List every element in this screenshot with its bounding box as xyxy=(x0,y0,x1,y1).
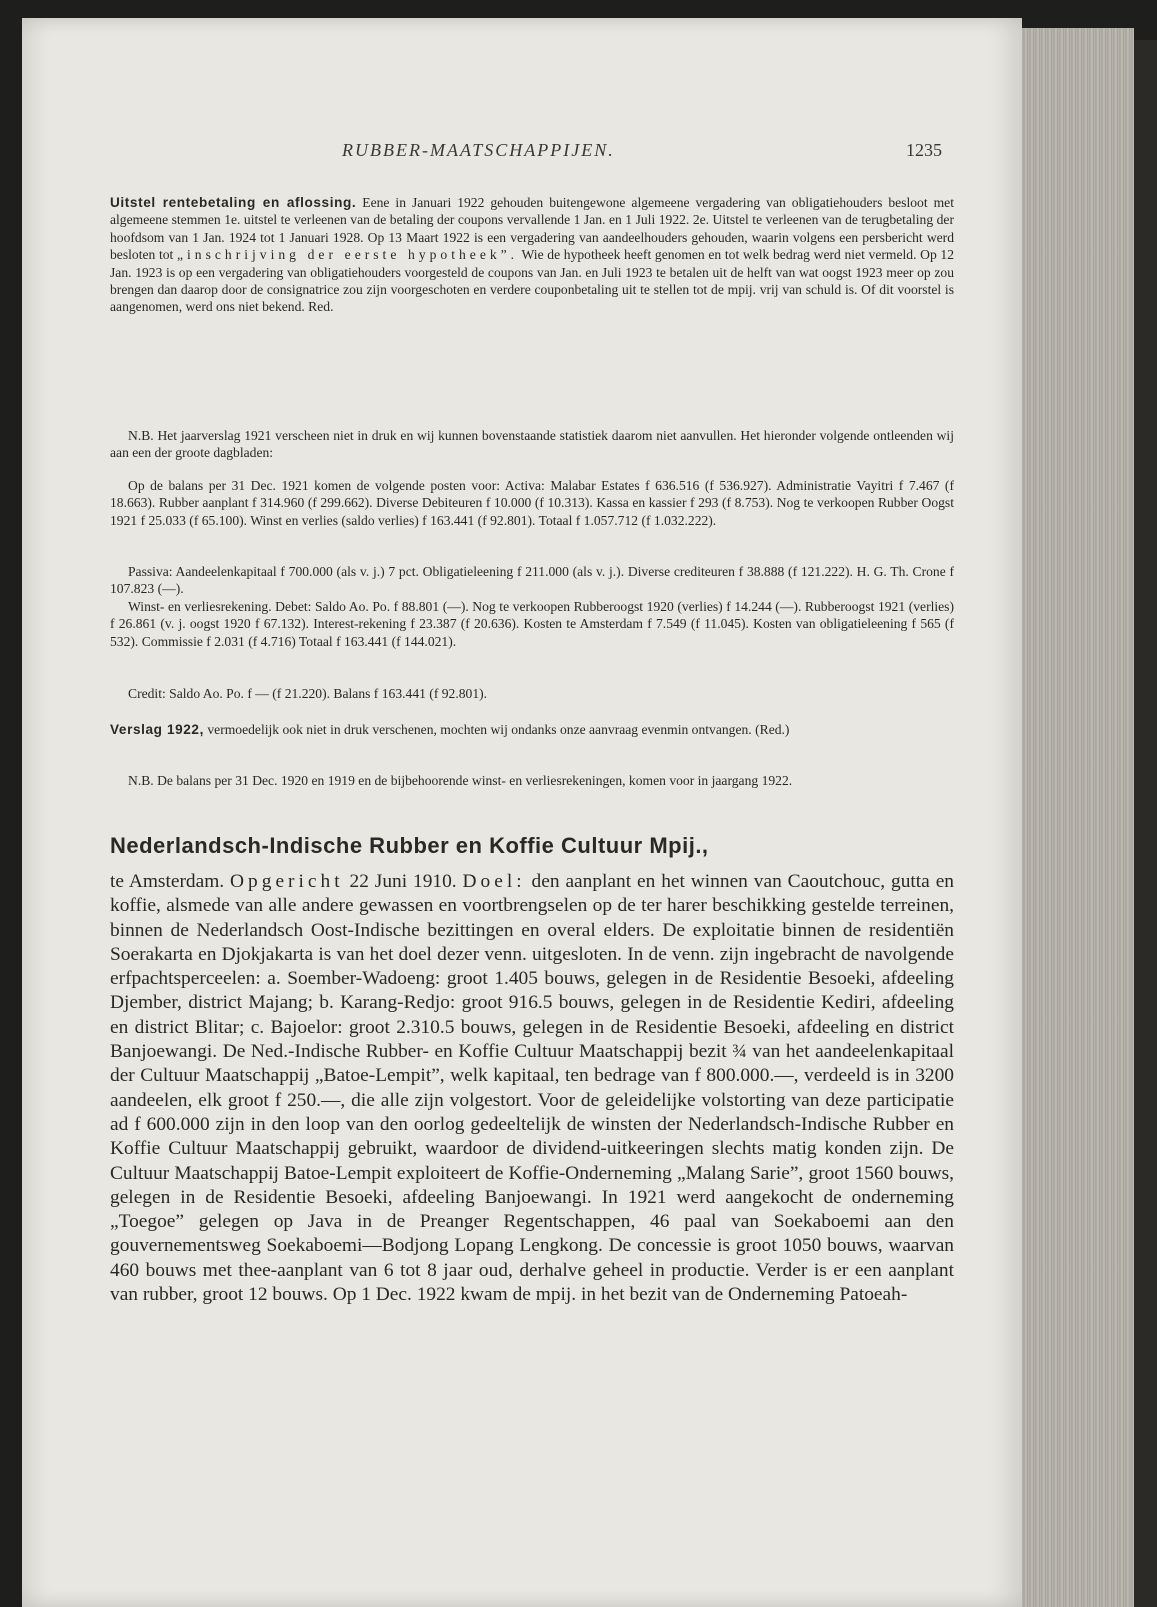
verslag-text: vermoedelijk ook niet in druk verschenen, mochten wij ondanks onze aanvraag evenmin ontvangen. (Red.) xyxy=(207,722,790,737)
paragraph-nb-2: N.B. De balans per 31 Dec. 1920 en 1919 en de bijbehoorende winst- en verliesrekeningen, komen voor in jaargang 1922. xyxy=(128,773,793,788)
page-header xyxy=(342,140,942,174)
company-title: Nederlandsch-Indische Rubber en Koffie Cultuur Mpij., xyxy=(110,833,709,858)
running-head: RUBBER-MAATSCHAPPIJEN. xyxy=(342,140,615,160)
paragraph-balans: Op de balans per 31 Dec. 1921 komen de volgende posten voor: Activa: Malabar Estates f 636.516 (f 536.927). Administratie Vayitri f 7.467 (f 18.663). Rubber aanplant f 314.960 (f 299.662). Diverse Debiteuren f 10.000 (f 10.313). Kassa en kassier f 293 (f 8.753). Nog te verkoopen Rubber Oogst 1921 f 25.033 (f 65.100). Winst en verlies (saldo verlies) f 163.441 (f 92.801). Totaal f 1.057.712 (f 1.032.222). xyxy=(110,478,954,528)
book-page xyxy=(22,18,1022,1607)
book-cover-edge xyxy=(1134,40,1157,1607)
company-body-text: den aanplant en het winnen van Caoutchouc, gutta en koffie, alsmede van alle andere gewassen en voortbrengselen op de ter harer beschikking gestelde terreinen, binnen de Nederlandsch Oost-Indische bezittingen en overal elders. De exploitatie binnen de residentiën Soerakarta en Djokjakarta is van het doel dezer venn. uitgesloten. In de venn. zijn ingebracht de navolgende erfpachtsperceelen: a. Soember-Wadoeng: groot 1.405 bouws, gelegen in de Residentie Besoeki, afdeeling Djember, district Majang; b. Karang-Redjo: groot 916.5 bouws, gelegen in de Residentie Kediri, afdeeling en district Blitar; c. Bajoelor: groot 2.310.5 bouws, gelegen in de Residentie Besoeki, afdeeling en district Banjoewangi. De Ned.-Indische Rubber- en Koffie Cultuur Maatschappij bezit ¾ van het aandeelenkapitaal der Cultuur Maatschappij „Batoe-Lempit”, welk kapitaal, ten bedrage van f 800.000.—, verdeeld is in 3200 aandeelen, elk groot f 250.—, die alle zijn volgestort. Voor de geleidelijke volstorting van deze participatie ad f 600.000 zijn in den loop van den oorlog gedeeltelijk de winsten der Nederlandsch-Indische Rubber en Koffie Cultuur Maatschappij gebruikt, waardoor de dividend-uitkeeringen slechts matig konden zijn. De Cultuur Maatschappij Batoe-Lempit exploiteert de Koffie-Onderneming „Malang Sarie”, groot 1560 bouws, gelegen in de Residentie Besoeki, afdeeling Banjoewangi. In 1921 werd aangekocht de onderneming „Toegoe” gelegen op Java in de Preanger Regentschappen, 46 paal van Soekaboemi aan den gouvernementsweg Soekaboemi—Bodjong Lopang Lengkong. De concessie is groot 1050 bouws, waarvan 460 bouws met thee-aanplant van 6 tot 8 jaar oud, derhalve geheel in productie. Verder is er een aanplant van rubber, groot 12 bouws. Op 1 Dec. 1922 kwam de mpij. in het bezit van de Onderneming Patoeah- xyxy=(110,871,954,1306)
paragraph-credit: Credit: Saldo Ao. Po. f — (f 21.220). Balans f 163.441 (f 92.801). xyxy=(128,686,488,701)
uitstel-text: Eene in Januari 1922 gehouden buitengewone algemeene vergadering van obligatiehouders besloot met algemeene stemmen 1e. uitstel te verleenen van de betaling der coupons vervallende 1 Jan. en 1 Juli 1922. 2e. Uitstel te verleenen van de terugbetaling der hoofdsom van 1 Jan. 1924 tot 1 Januari 1928. Op 13 Maart 1922 is een vergadering van aandeelhouders gehouden, waarin volgens een persbericht werd besloten tot xyxy=(110,195,954,263)
paragraph-winst: Winst- en verliesrekening. Debet: Saldo Ao. Po. f 88.801 (—). Nog te verkoopen Rubberoogst 1920 (verlies) f 14.244 (—). Rubberoogst 1921 (verlies) f 26.861 (v. j. oogst 1920 f 67.132). Interest-rekening f 23.387 (f 20.636). Kosten te Amsterdam f 7.549 (f 11.045). Kosten van obligatieleening f 565 (f 532). Commissie f 2.031 (f 4.716) Totaal f 163.441 (f 144.021). xyxy=(110,599,954,649)
opgericht-date: 22 Juni 1910. xyxy=(349,871,457,892)
verslag-lead: Verslag 1922, xyxy=(110,722,204,737)
uitstel-quote: „inschrijving der eerste hypotheek”. xyxy=(177,247,519,263)
opgericht-label: Opgericht xyxy=(230,871,344,892)
company-place: te Amsterdam. xyxy=(110,871,225,892)
page-stack-edge xyxy=(1022,28,1134,1607)
doel-label: Doel: xyxy=(462,871,526,892)
uitstel-text-2: Wie de hypotheek heeft genomen en tot welk bedrag werd niet vermeld. Op 12 Jan. 1923 is op een vergadering van obligatiehouders voorgesteld de coupons van Jan. en Juli 1923 te betalen uit de helft van wat oogst 1923 meer op zou brengen dan daarop door de consignatrice zou zijn voorgeschoten en verdere couponbetaling uit te stellen tot de mpij. vrij van schuld is. Of dit voorstel is aangenomen, werd ons niet bekend. Red. xyxy=(110,247,954,315)
page-number: 1235 xyxy=(906,140,942,160)
uitstel-lead: Uitstel rentebetaling en aflossing. xyxy=(110,195,357,210)
paragraph-passiva: Passiva: Aandeelenkapitaal f 700.000 (als v. j.) 7 pct. Obligatieleening f 211.000 (als v. j.). Diverse crediteuren f 38.888 (f 121.222). H. G. Th. Crone f 107.823 (—). xyxy=(110,564,954,597)
paragraph-nb-1: N.B. Het jaarverslag 1921 verscheen niet in druk en wij kunnen bovenstaande statistiek daarom niet aanvullen. Het hieronder volgende ontleenden wij aan een der groote dagbladen: xyxy=(110,428,954,461)
paragraph-verslag xyxy=(110,721,954,738)
paragraph-uitstel xyxy=(110,194,954,316)
company-body xyxy=(110,870,954,1307)
